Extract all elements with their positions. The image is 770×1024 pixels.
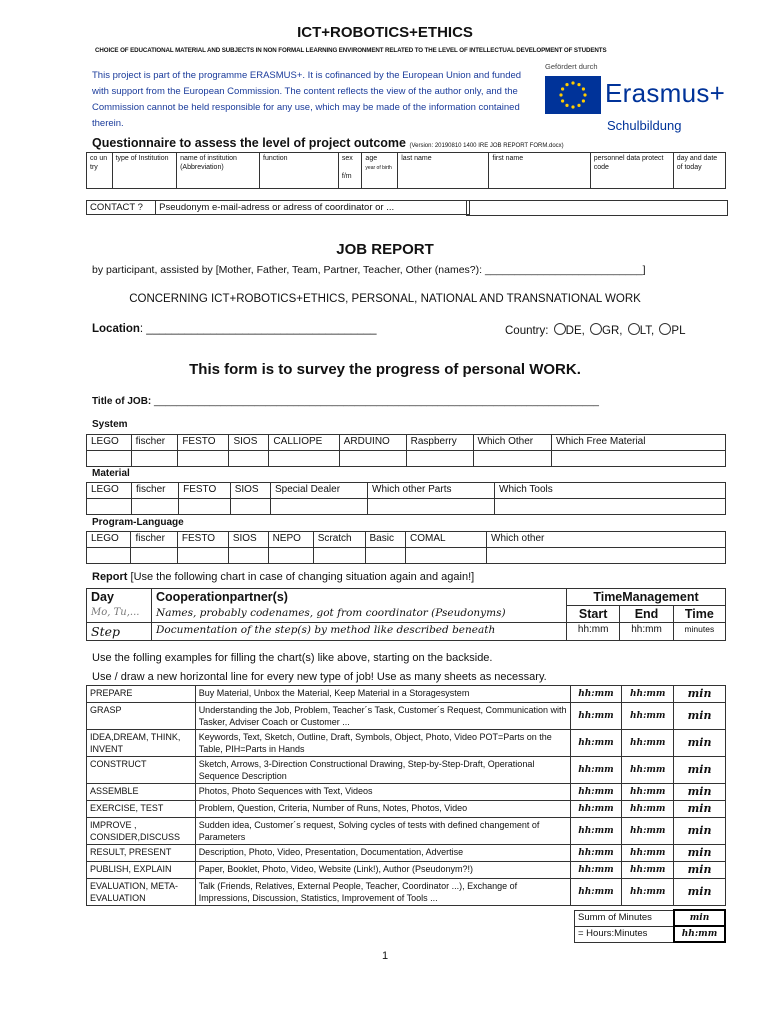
- material-item[interactable]: FESTO: [179, 483, 231, 499]
- phase-row: [87, 730, 726, 757]
- eu-flag-icon: [545, 76, 601, 114]
- radio-gr[interactable]: [590, 323, 602, 335]
- language-item[interactable]: LEGO: [87, 532, 131, 548]
- material-item[interactable]: Special Dealer: [271, 483, 368, 499]
- phase-desc: Paper, Booklet, Photo, Video, Website (Link!), Author (Pseudonym?!): [195, 862, 570, 879]
- system-item[interactable]: LEGO: [87, 435, 132, 451]
- phase-end[interactable]: hh:mm: [622, 845, 674, 862]
- phase-desc: Buy Material, Unbox the Material, Keep Material in a Storagesystem: [195, 686, 570, 703]
- language-cell[interactable]: [268, 548, 313, 564]
- phase-min[interactable]: min: [674, 801, 726, 818]
- phase-row: [87, 845, 726, 862]
- col-date[interactable]: day and date of today: [673, 153, 725, 189]
- phase-name: IDEA,DREAM, THINK, INVENT: [87, 730, 196, 757]
- questionnaire-title-text: Questionnaire to assess the level of project outcome: [92, 136, 406, 150]
- material-cell[interactable]: [132, 499, 179, 515]
- phase-desc: Talk (Friends, Relatives, External People, Teacher, Coordinator ...), Exchange of Impressions, Discussion, Statistics, Improvement of Tools ...: [195, 879, 570, 906]
- phase-name: EVALUATION, META-EVALUATION: [87, 879, 196, 906]
- phase-name: PREPARE: [87, 686, 196, 703]
- radio-pl[interactable]: [659, 323, 671, 335]
- participant-table: [86, 152, 726, 189]
- phase-end[interactable]: hh:mm: [622, 784, 674, 801]
- material-cell[interactable]: [271, 499, 368, 515]
- col-fm-label: f/m: [341, 173, 352, 180]
- page-number: 1: [381, 950, 389, 962]
- system-cell[interactable]: [178, 451, 229, 467]
- phase-name: ASSEMBLE: [87, 784, 196, 801]
- phase-name: RESULT, PRESENT: [87, 845, 196, 862]
- phase-name: EXERCISE, TEST: [87, 801, 196, 818]
- system-item[interactable]: CALLIOPE: [269, 435, 339, 451]
- sum-value[interactable]: min: [674, 910, 725, 926]
- phase-row: [87, 703, 726, 730]
- language-cell[interactable]: [131, 548, 177, 564]
- language-item[interactable]: Basic: [365, 532, 405, 548]
- system-item[interactable]: ARDUINO: [339, 435, 406, 451]
- phase-min[interactable]: min: [674, 879, 726, 906]
- phase-row: [87, 879, 726, 906]
- phase-start[interactable]: hh:mm: [570, 818, 622, 845]
- concerning-line: CONCERNING ICT+ROBOTICS+ETHICS, PERSONAL, NATIONAL AND TRANSNATIONAL WORK: [129, 293, 641, 305]
- material-table: [86, 482, 726, 515]
- system-item[interactable]: SIOS: [229, 435, 269, 451]
- language-item[interactable]: Scratch: [313, 532, 365, 548]
- report-line: [92, 571, 474, 583]
- phase-start[interactable]: hh:mm: [570, 703, 622, 730]
- phase-row: [87, 818, 726, 845]
- phase-row: [87, 757, 726, 784]
- summary-table: [574, 909, 726, 943]
- system-item[interactable]: FESTO: [178, 435, 229, 451]
- system-table: [86, 434, 726, 467]
- system-item[interactable]: Which Other: [473, 435, 551, 451]
- job-title-label: Title of JOB:: [92, 396, 155, 407]
- system-cell[interactable]: [406, 451, 473, 467]
- intro-text: This project is part of the programme ERASMUS+. It is cofinanced by the European Union and funded with support from the European Commission. The content reflects the view of the author only, and the Commission cannot be held responsible for any use, which may be made of the information contained therein.: [92, 70, 522, 129]
- language-item[interactable]: fischer: [131, 532, 177, 548]
- document-title: ICT+ROBOTICS+ETHICS: [297, 24, 473, 41]
- phase-end[interactable]: hh:mm: [622, 818, 674, 845]
- col-country[interactable]: co un try: [87, 153, 113, 189]
- report-start-value[interactable]: hh:mm: [567, 623, 620, 641]
- phase-desc: Sudden idea, Customer´s request, Solving cycles of tests with defined changement of Parameters: [195, 818, 570, 845]
- contact-label: CONTACT ?: [87, 201, 156, 215]
- phase-start[interactable]: hh:mm: [570, 879, 622, 906]
- language-item[interactable]: COMAL: [406, 532, 487, 548]
- phase-start[interactable]: hh:mm: [570, 757, 622, 784]
- radio-de[interactable]: [554, 323, 566, 335]
- report-minutes[interactable]: minutes: [673, 623, 725, 641]
- system-item[interactable]: Raspberry: [406, 435, 473, 451]
- location-label: Location: [92, 323, 140, 335]
- material-cell[interactable]: [495, 499, 726, 515]
- sum-label: Summ of Minutes: [575, 910, 675, 926]
- system-cell[interactable]: [339, 451, 406, 467]
- phase-row: [87, 784, 726, 801]
- phase-desc: Sketch, Arrows, 3-Direction Constructional Drawing, Step-by-Step-Draft, Operational Sequence Description: [195, 757, 570, 784]
- report-doc[interactable]: Documentation of the step(s) by method like described beneath: [152, 623, 567, 641]
- language-item[interactable]: Which other: [487, 532, 726, 548]
- material-item[interactable]: Which Tools: [495, 483, 726, 499]
- col-function[interactable]: function: [260, 153, 339, 189]
- material-item[interactable]: LEGO: [87, 483, 132, 499]
- report-time: Time: [673, 606, 725, 623]
- phase-end[interactable]: hh:mm: [622, 686, 674, 703]
- phases-table: [86, 685, 726, 906]
- country-lt: LT,: [639, 325, 655, 337]
- logo-sub: Schulbildung: [607, 118, 682, 133]
- phase-min[interactable]: min: [674, 818, 726, 845]
- phase-name: IMPROVE , CONSIDER,DISCUSS: [87, 818, 196, 845]
- logo-top-text: Gefördert durch: [545, 62, 598, 71]
- material-label: Material: [92, 468, 130, 479]
- phase-row: [87, 801, 726, 818]
- report-day-header: Day: [87, 589, 152, 606]
- report-days[interactable]: Mo, Tu,...: [87, 606, 152, 623]
- col-year-label: year of birth: [365, 165, 392, 171]
- phase-min[interactable]: min: [674, 686, 726, 703]
- erasmus-logo: [545, 62, 730, 140]
- system-item[interactable]: fischer: [131, 435, 178, 451]
- language-item[interactable]: NEPO: [268, 532, 313, 548]
- phase-end[interactable]: hh:mm: [622, 801, 674, 818]
- system-cell[interactable]: [131, 451, 178, 467]
- phase-end[interactable]: hh:mm: [622, 879, 674, 906]
- col-firstname[interactable]: first name: [489, 153, 590, 189]
- phase-min[interactable]: min: [674, 703, 726, 730]
- col-institution-label: name of institution: [180, 155, 237, 162]
- language-item[interactable]: FESTO: [177, 532, 228, 548]
- system-label: System: [92, 419, 128, 430]
- phase-min[interactable]: min: [674, 862, 726, 879]
- col-age[interactable]: [362, 153, 398, 189]
- phase-min[interactable]: min: [674, 730, 726, 757]
- col-sex[interactable]: [338, 153, 362, 189]
- language-table: [86, 531, 726, 564]
- system-cell[interactable]: [87, 451, 132, 467]
- job-report-title: JOB REPORT: [336, 241, 434, 258]
- phase-min[interactable]: min: [674, 757, 726, 784]
- phase-start[interactable]: hh:mm: [570, 730, 622, 757]
- country-de: DE,: [565, 325, 585, 337]
- language-cell[interactable]: [365, 548, 405, 564]
- phase-desc: Photos, Photo Sequences with Text, Videos: [195, 784, 570, 801]
- job-title-line: [92, 396, 599, 407]
- phase-name: CONSTRUCT: [87, 757, 196, 784]
- contact-field[interactable]: Pseudonym e-mail-adress or adress of coordinator or ...: [156, 201, 470, 215]
- report-end: End: [620, 606, 673, 623]
- report-note: [Use the following chart in case of changing situation again and again!]: [127, 571, 475, 583]
- questionnaire-title: [92, 136, 564, 150]
- col-abbr-label: (Abbreviation): [180, 164, 224, 171]
- phase-name: PUBLISH, EXPLAIN: [87, 862, 196, 879]
- material-cell[interactable]: [230, 499, 270, 515]
- col-type[interactable]: type of Institution: [112, 153, 177, 189]
- system-cell[interactable]: [552, 451, 726, 467]
- language-label: Program-Language: [92, 517, 184, 528]
- system-item[interactable]: Which Free Material: [552, 435, 726, 451]
- language-cell[interactable]: [313, 548, 365, 564]
- report-start: Start: [567, 606, 620, 623]
- phase-desc: Understanding the Job, Problem, Teacher´s Task, Customer´s Request, Communication with Tasker, Adviser Coach or Customer ...: [195, 703, 570, 730]
- language-item[interactable]: SIOS: [228, 532, 268, 548]
- location-line: [92, 323, 377, 335]
- job-title-field[interactable]: ________________________________________________________________________________: [154, 396, 599, 407]
- hours-label: = Hours:Minutes: [575, 926, 675, 942]
- phase-start[interactable]: hh:mm: [570, 862, 622, 879]
- country-line: [505, 323, 685, 337]
- language-cell[interactable]: [177, 548, 228, 564]
- contact-extra-field[interactable]: [466, 200, 728, 216]
- material-item[interactable]: Which other Parts: [368, 483, 495, 499]
- byline: by participant, assisted by [Mother, Father, Team, Partner, Teacher, Other (names?): ___________________________]: [92, 264, 646, 276]
- country-pl: PL: [671, 325, 686, 337]
- phase-min[interactable]: min: [674, 845, 726, 862]
- contact-table: [86, 200, 470, 215]
- phase-desc: Description, Photo, Video, Presentation, Documentation, Advertise: [195, 845, 570, 862]
- document-subtitle: CHOICE OF EDUCATIONAL MATERIAL AND SUBJECTS IN NON FORMAL LEARNING ENVIRONMENT RELATED TO THE LEVEL OF INTELLECTUAL DEVELOPMENT OF STUDENTS: [95, 47, 607, 54]
- hours-value[interactable]: hh:mm: [674, 926, 725, 942]
- report-step[interactable]: Step: [87, 623, 152, 641]
- material-item[interactable]: SIOS: [230, 483, 270, 499]
- country-label: Country:: [505, 325, 549, 337]
- phase-start[interactable]: hh:mm: [570, 784, 622, 801]
- material-cell[interactable]: [87, 499, 132, 515]
- phase-end[interactable]: hh:mm: [622, 730, 674, 757]
- phase-start[interactable]: hh:mm: [570, 686, 622, 703]
- col-lastname[interactable]: last name: [398, 153, 489, 189]
- version-text: (Version: 20190810 1400 IRE JOB REPORT FORM.docx): [409, 143, 564, 149]
- phase-end[interactable]: hh:mm: [622, 862, 674, 879]
- usage-line-2: Use / draw a new horizontal line for every new type of job! Use as many sheets as necessary.: [92, 671, 547, 683]
- phase-end[interactable]: hh:mm: [622, 703, 674, 730]
- language-cell[interactable]: [87, 548, 131, 564]
- phase-row: [87, 862, 726, 879]
- col-protect[interactable]: personnel data protect code: [590, 153, 673, 189]
- report-table: [86, 588, 726, 641]
- usage-line-1: Use the folling examples for filling the chart(s) like above, starting on the backside.: [92, 652, 493, 664]
- system-cell[interactable]: [473, 451, 551, 467]
- report-label: Report: [92, 571, 128, 583]
- system-cell[interactable]: [269, 451, 339, 467]
- usage-instructions: [92, 649, 547, 687]
- country-gr: GR,: [602, 325, 623, 337]
- phase-row: [87, 686, 726, 703]
- report-end-value[interactable]: hh:mm: [620, 623, 673, 641]
- col-age-label: age: [365, 155, 378, 162]
- report-tm-header: TimeManagement: [567, 589, 726, 606]
- phase-start[interactable]: hh:mm: [570, 801, 622, 818]
- language-cell[interactable]: [406, 548, 487, 564]
- material-cell[interactable]: [179, 499, 231, 515]
- phase-min[interactable]: min: [674, 784, 726, 801]
- system-cell[interactable]: [229, 451, 269, 467]
- phase-end[interactable]: hh:mm: [622, 757, 674, 784]
- material-item[interactable]: fischer: [132, 483, 179, 499]
- location-field[interactable]: : ____________________________________: [139, 323, 377, 335]
- phase-start[interactable]: hh:mm: [570, 845, 622, 862]
- report-names[interactable]: Names, probably codenames, got from coordinator (Pseudonyms): [152, 606, 567, 623]
- phase-desc: Problem, Question, Criteria, Number of Runs, Notes, Photos, Video: [195, 801, 570, 818]
- language-cell[interactable]: [228, 548, 268, 564]
- col-sex-label: sex: [341, 155, 353, 162]
- language-cell[interactable]: [487, 548, 726, 564]
- survey-title: This form is to survey the progress of personal WORK.: [189, 361, 581, 378]
- report-partner-header: Cooperationpartner(s): [152, 589, 567, 606]
- phase-name: GRASP: [87, 703, 196, 730]
- col-institution[interactable]: [177, 153, 260, 189]
- radio-lt[interactable]: [628, 323, 640, 335]
- phase-desc: Keywords, Text, Sketch, Outline, Draft, Symbols, Object, Photo, Video POT=Parts on the Table, PIH=Parts in Hands: [195, 730, 570, 757]
- material-cell[interactable]: [368, 499, 495, 515]
- logo-brand: Erasmus+: [605, 78, 726, 108]
